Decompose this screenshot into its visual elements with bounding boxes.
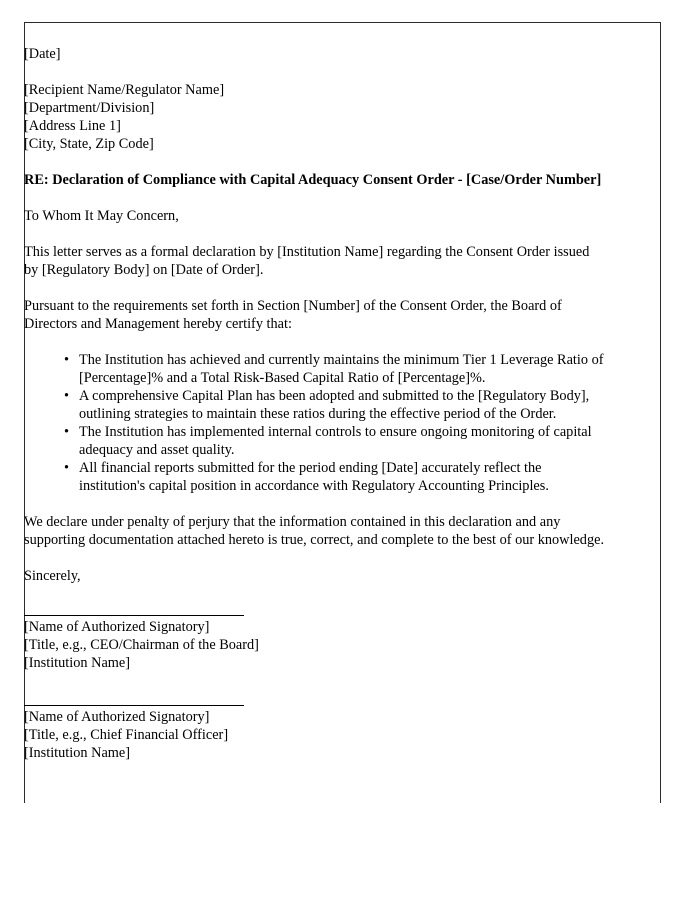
signatory-title: [Title, e.g., CEO/Chairman of the Board] <box>24 637 259 653</box>
signatory-title: [Title, e.g., Chief Financial Officer] <box>24 727 229 743</box>
signatory-institution: [Institution Name] <box>24 655 131 671</box>
signatory-institution: [Institution Name] <box>24 745 131 761</box>
recipient-address-line-2: [Department/Division] <box>24 100 155 116</box>
signature-block-1 <box>24 615 606 672</box>
signature-line <box>24 615 244 616</box>
paragraph-introduction: This letter serves as a formal declaration by [Institution Name] regarding the Consent Order issued by [Regulatory Body] on [Date of Order]. <box>24 244 590 278</box>
signatory-name: [Name of Authorized Signatory] <box>24 619 210 635</box>
signatory-name: [Name of Authorized Signatory] <box>24 709 210 725</box>
recipient-address-line-4: [City, State, Zip Code] <box>24 136 154 152</box>
letter-content <box>24 22 606 762</box>
signature-line <box>24 705 244 706</box>
list-item: • All financial reports submitted for the period ending [Date] accurately reflect the institution's capital position in accordance with Regulatory Accounting Principles. <box>64 459 606 495</box>
list-item: • A comprehensive Capital Plan has been adopted and submitted to the [Regulatory Body], outlining strategies to maintain these ratios during the effective period of the Order. <box>64 387 606 423</box>
list-item: • The Institution has achieved and currently maintains the minimum Tier 1 Leverage Ratio of [Percentage]% and a Total Risk-Based Capital Ratio of [Percentage]%. <box>64 351 606 387</box>
closing: Sincerely, <box>24 568 81 584</box>
recipient-address-line-1: [Recipient Name/Regulator Name] <box>24 82 225 98</box>
recipient-address-line-3: [Address Line 1] <box>24 118 121 134</box>
list-item: • The Institution has implemented internal controls to ensure ongoing monitoring of capital adequacy and asset quality. <box>64 423 606 459</box>
date-line: [Date] <box>24 46 61 62</box>
paragraph-penalty-of-perjury: We declare under penalty of perjury that the information contained in this declaration and any supporting documentation attached hereto is true, correct, and complete to the best of our knowledge. <box>24 514 605 548</box>
paragraph-certification-lead-in: Pursuant to the requirements set forth in Section [Number] of the Consent Order, the Board of Directors and Management hereby certify that: <box>24 298 562 332</box>
certification-list <box>24 351 606 495</box>
subject-line: RE: Declaration of Compliance with Capital Adequacy Consent Order - [Case/Order Number] <box>24 172 602 188</box>
salutation: To Whom It May Concern, <box>24 208 179 224</box>
signature-block-2 <box>24 705 606 762</box>
recipient-address-block <box>24 81 606 153</box>
